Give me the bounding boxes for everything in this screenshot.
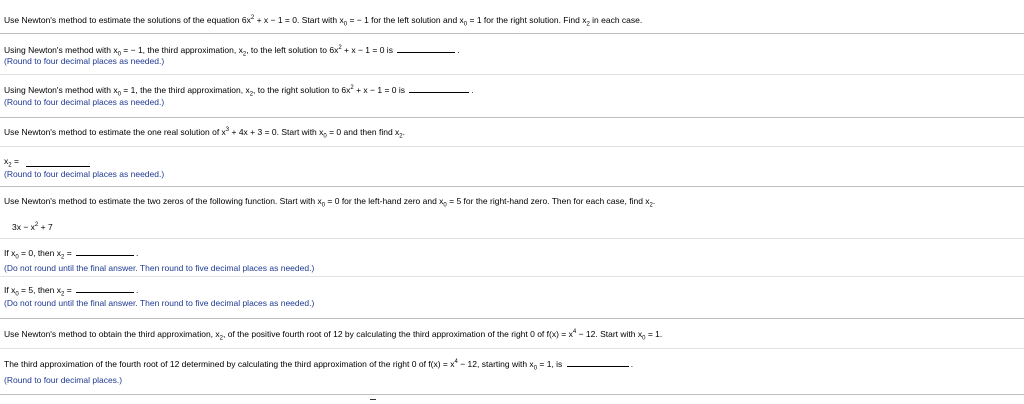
q3-part-a-answer-input[interactable] bbox=[76, 247, 134, 256]
divider bbox=[0, 146, 1024, 147]
q1-part-b: Using Newton's method with $x_0 = 1$, the the third approximation, $x_2$, to the right solution to $6x^2 + x - 1 = 0$ is . bbox=[4, 85, 474, 98]
q1-part-a-answer-input[interactable] bbox=[397, 44, 455, 53]
text-cursor bbox=[370, 399, 376, 400]
divider bbox=[0, 348, 1024, 349]
q1-part-b-answer-input[interactable] bbox=[409, 84, 469, 93]
divider bbox=[0, 186, 1024, 187]
q3-part-b-answer-input[interactable] bbox=[76, 284, 134, 293]
divider bbox=[0, 117, 1024, 118]
q4-answer: The third approximation of the fourth root of 12 determined by calculating the third approximation of the right 0 of $f(x) = x^4 - 12$, starting with $x_0 = 1$, is . bbox=[4, 359, 634, 372]
divider bbox=[0, 238, 1024, 239]
q4-hint: (Round to four decimal places.) bbox=[4, 375, 123, 385]
q2-answer-input[interactable] bbox=[26, 158, 90, 167]
q3-function: $3x - x^2 + 7$ bbox=[12, 222, 53, 232]
q2-intro: Use Newton's method to estimate the one real solution of $x^3 + 4x + 3 = 0$. Start with $x_0 = 0$ and then find $x_2$. bbox=[4, 127, 406, 140]
q2-answer: $x_2$ = bbox=[4, 156, 19, 169]
q3-part-b-hint: (Do not round until the final answer. Then round to five decimal places as needed.) bbox=[4, 298, 315, 308]
q1-part-b-hint: (Round to four decimal places as needed.) bbox=[4, 97, 165, 107]
divider bbox=[0, 74, 1024, 75]
divider bbox=[0, 276, 1024, 277]
q4-intro: Use Newton's method to obtain the third approximation, $x_2$, of the positive fourth root of 12 by calculating the third approximation of the right 0 of $f(x) = x^4 - 12$. Start with $x_0 = 1$. bbox=[4, 329, 663, 342]
q3-part-a-hint: (Do not round until the final answer. Then round to five decimal places as needed.) bbox=[4, 263, 315, 273]
q1-part-a-hint: (Round to four decimal places as needed.) bbox=[4, 56, 165, 66]
divider bbox=[0, 318, 1024, 319]
divider bbox=[0, 33, 1024, 34]
q3-part-a: If $x_0 = 0$, then $x_2$ = . bbox=[4, 248, 139, 261]
divider bbox=[0, 394, 1024, 395]
q3-part-b: If $x_0 = 5$, then $x_2$ = . bbox=[4, 285, 139, 298]
q2-hint: (Round to four decimal places as needed.) bbox=[4, 169, 165, 179]
q4-answer-input[interactable] bbox=[567, 358, 629, 367]
q1-intro: Use Newton's method to estimate the solutions of the equation $6x^2 + x - 1 = 0$. Start with $x_0$ = − 1 for the left solution and $x_0 = 1$ for the right solution. Find $x_2$ in each case. bbox=[4, 15, 643, 28]
q3-intro: Use Newton's method to estimate the two zeros of the following function. Start with $x_0 = 0$ for the left-hand zero and $x_0 = 5$ for the right-hand zero. Then for each case, find $x_2$. bbox=[4, 196, 656, 209]
q1-part-a: Using Newton's method with $x_0$ = − 1, the third approximation, $x_2$, to the left solution to $6x^2 + x - 1 = 0$ is . bbox=[4, 45, 460, 58]
